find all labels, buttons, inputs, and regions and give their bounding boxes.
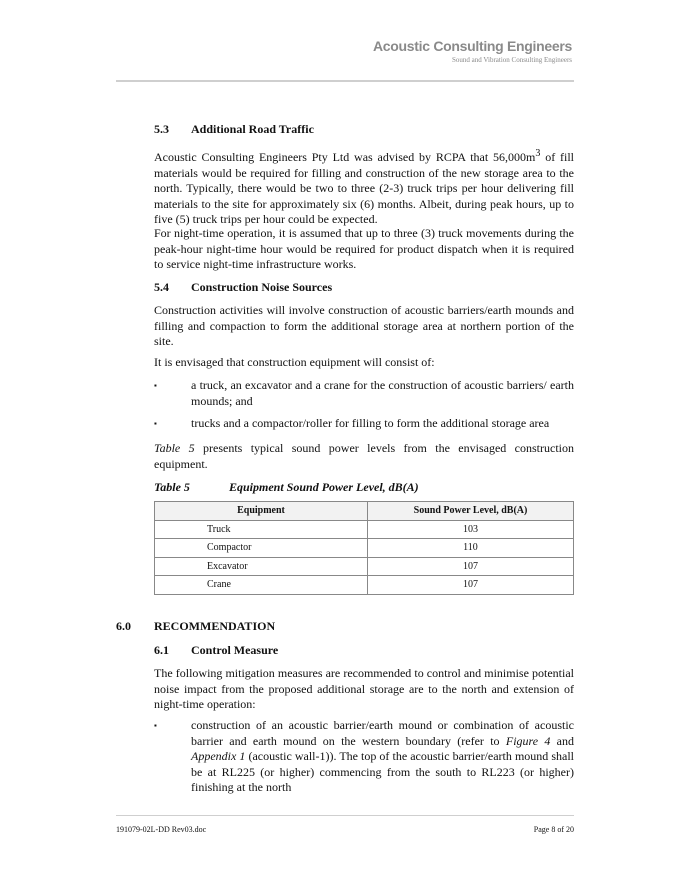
section-number: 6.0 <box>116 619 131 633</box>
paragraph-night-time: For night-time operation, it is assumed that up to three (3) truck movements during the peak-hour night-time hour would be required for product dispatch when it is required to service night-time infrastructure works. <box>154 226 574 271</box>
paragraph-table-reference: Table 5 presents typical sound power levels from the envisaged construction equipment. <box>154 441 574 471</box>
section-title: Control Measure <box>191 643 279 657</box>
equipment-table <box>154 501 574 595</box>
table-cell: 107 <box>368 557 574 576</box>
footer-page-number: Page 8 of 20 <box>533 825 574 834</box>
section-number: 5.3 <box>154 122 169 136</box>
table-title: Equipment Sound Power Level, dB(A) <box>229 480 419 494</box>
table-row <box>155 520 574 539</box>
table-cell: Crane <box>155 576 368 595</box>
column-header: Equipment <box>155 502 368 521</box>
table-cell: Compactor <box>155 539 368 558</box>
column-header: Sound Power Level, dB(A) <box>368 502 574 521</box>
list-item-text: trucks and a compactor/roller for filling to form the additional storage area <box>191 416 550 430</box>
paragraph-mitigation: The following mitigation measures are recommended to control and minimise potential noise impact from the proposed additional storage are to the north and extension of night-time operation: <box>154 666 574 711</box>
table-cell: 110 <box>368 539 574 558</box>
footer-divider <box>116 815 574 816</box>
table-cell: Excavator <box>155 557 368 576</box>
table-cell: 107 <box>368 576 574 595</box>
header-divider <box>116 80 574 82</box>
list-item-text: a truck, an excavator and a crane for the construction of acoustic barriers/ earth mounds; and <box>191 378 574 408</box>
section-number: 5.4 <box>154 280 169 294</box>
appendix-reference: Appendix 1 <box>191 749 246 763</box>
figure-reference: Figure 4 <box>505 733 551 748</box>
section-title: Construction Noise Sources <box>191 280 333 294</box>
superscript: 3 <box>535 148 541 159</box>
table-row <box>155 539 574 558</box>
bullet-icon: ▪ <box>154 721 157 730</box>
bullet-icon: ▪ <box>154 381 157 390</box>
section-title: Additional Road Traffic <box>191 122 314 136</box>
section-number: 6.1 <box>154 643 169 657</box>
table-header-row <box>155 502 574 521</box>
table-cell: Truck <box>155 520 368 539</box>
table-cell: 103 <box>368 520 574 539</box>
table-row <box>155 557 574 576</box>
section-title: RECOMMENDATION <box>154 619 276 633</box>
list-item-text: construction of an acoustic barrier/earth mound or combination of acoustic barrier and earth mound on the western boundary (refer to Figure 4 and Appendix 1 (acoustic wall-1)). The top of the acoustic barrier/earth mound shall be at RL225 (or higher) commencing from the south to RL223 (or higher) finishing at the north <box>191 718 574 794</box>
table-reference: Table 5 <box>154 441 195 455</box>
table-label: Table 5 <box>154 480 190 494</box>
bullet-icon: ▪ <box>154 419 157 428</box>
paragraph-equipment-intro: It is envisaged that construction equipment will consist of: <box>154 355 435 369</box>
header-brand <box>373 38 572 64</box>
paragraph-road-traffic: Acoustic Consulting Engineers Pty Ltd was advised by RCPA that $56,000m^3$ of fill materials would be required for filling and construction of the new storage area to the north. Typically, there would be two to three (2-3) truck trips per hour delivering fill materials to the site for approximately six (6) months. Albeit, during peak hours, up to five (5) truck trips per hour could be expected. <box>154 148 574 226</box>
brand-name: Acoustic Consulting Engineers <box>373 38 572 54</box>
paragraph-construction-activities: Construction activities will involve construction of acoustic barriers/earth mounds and filling and compaction to form the additional storage area at northern portion of the site. <box>154 303 574 348</box>
brand-tagline: Sound and Vibration Consulting Engineers <box>452 56 572 64</box>
table-row <box>155 576 574 595</box>
footer-doc-ref: 191079-02L-DD Rev03.doc <box>116 825 207 834</box>
table-caption <box>154 480 419 495</box>
